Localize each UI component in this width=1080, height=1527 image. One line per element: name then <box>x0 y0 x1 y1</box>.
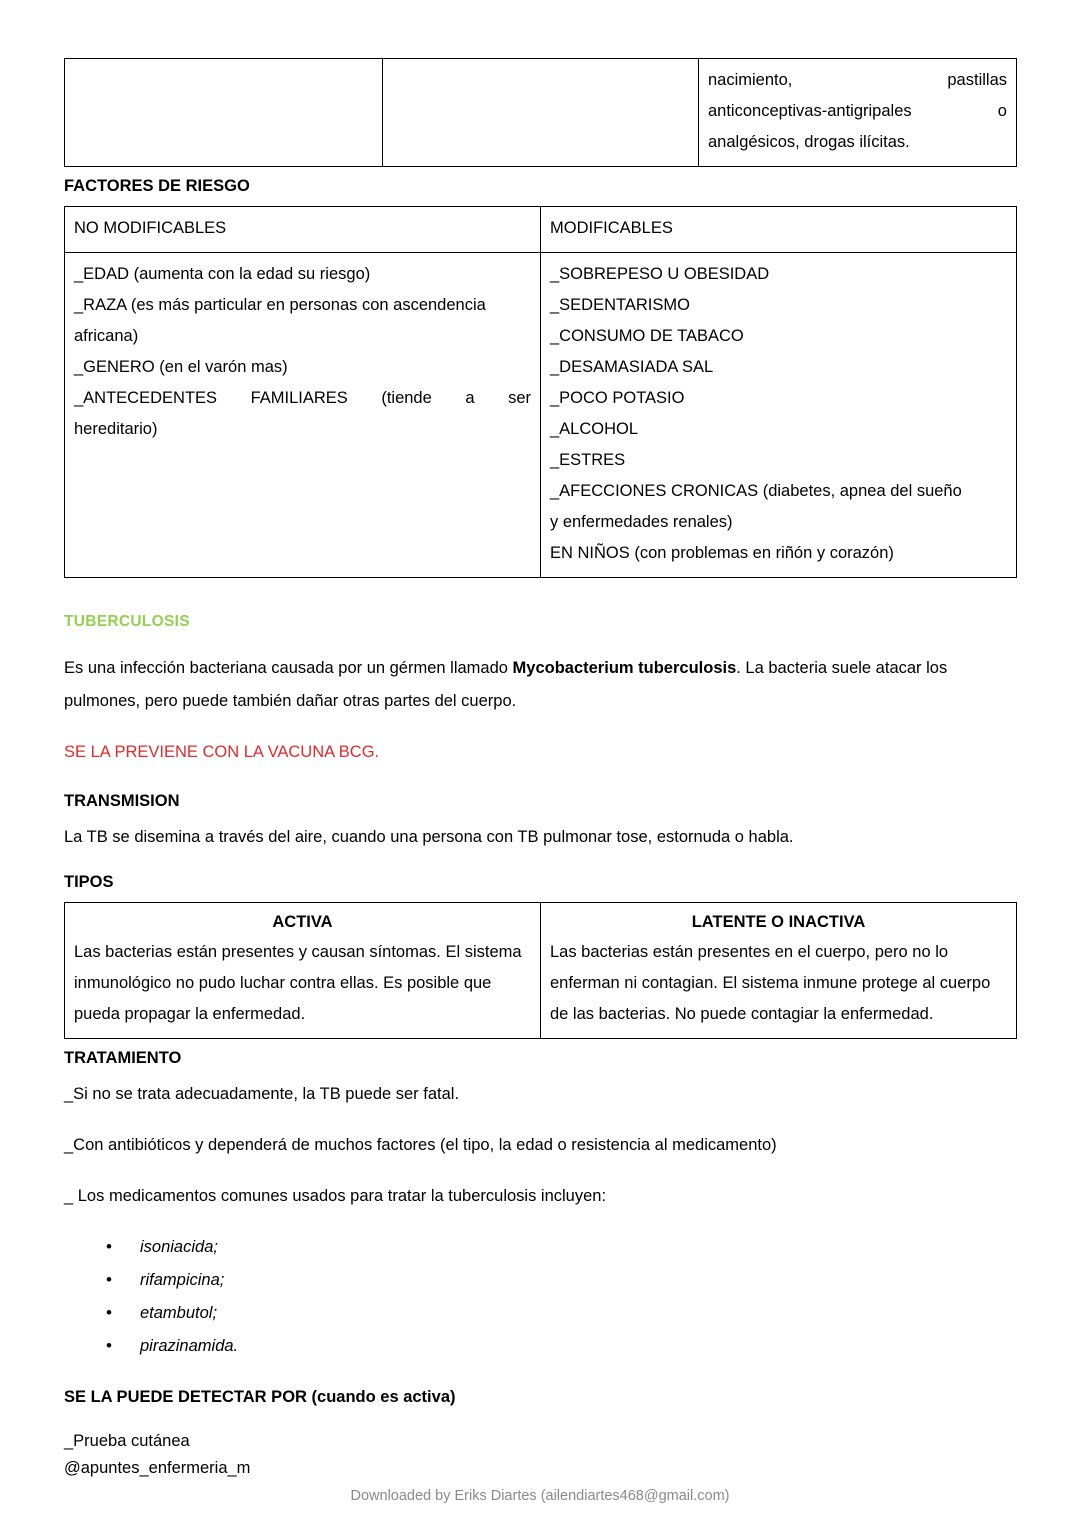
risk-item: _ANTECEDENTES FAMILIARES (tiende a ser <box>74 389 531 407</box>
tuberculosis-intro-paragraph <box>64 652 1016 718</box>
tipos-col-header-activa: ACTIVA <box>272 913 333 931</box>
deteccion-heading: SE LA PUEDE DETECTAR POR (cuando es activa) <box>64 1388 456 1406</box>
risk-cell-no-modificables <box>65 253 541 578</box>
risk-item: _AFECCIONES CRONICAS (diabetes, apnea del sueño <box>550 482 962 500</box>
risk-item: _DESAMASIADA SAL <box>550 358 714 376</box>
tratamiento-line-2: _Con antibióticos y dependerá de muchos factores (el tipo, la edad o resistencia al medicamento) <box>64 1136 777 1154</box>
risk-col-header-no-modificables: NO MODIFICABLES <box>65 207 541 253</box>
risk-factors-heading: FACTORES DE RIESGO <box>64 177 250 195</box>
risk-item: _CONSUMO DE TABACO <box>550 327 744 345</box>
intro-text-part2: . La bacteria suele atacar los pulmones, pero puede también dañar otras partes del cuerpo. <box>64 659 948 710</box>
tipos-table <box>64 902 1017 1039</box>
risk-item: _ESTRES <box>550 451 626 469</box>
continuation-table <box>64 58 1017 167</box>
transmision-paragraph: La TB se disemina a través del aire, cuando una persona con TB pulmonar tose, estornuda o habla. <box>64 828 794 846</box>
risk-item: hereditario) <box>74 420 158 438</box>
deteccion-line-1: _Prueba cutánea <box>64 1432 190 1450</box>
tipos-cell-activa <box>65 903 541 1039</box>
table-header-row <box>65 207 1017 253</box>
table-row <box>65 903 1017 1039</box>
download-watermark: Downloaded by Eriks Diartes (ailendiartes468@gmail.com) <box>350 1488 730 1504</box>
list-item: • pirazinamida. <box>106 1330 1016 1363</box>
risk-item: _SOBREPESO U OBESIDAD <box>550 265 770 283</box>
prevention-note: SE LA PREVIENE CON LA VACUNA BCG. <box>64 743 380 761</box>
list-item: • etambutol; <box>106 1297 1016 1330</box>
continuation-line-2: anticonceptivas-antigripales o <box>708 102 1007 120</box>
tipos-text-latente: Las bacterias están presentes en el cuerpo, pero no lo enferman ni contagian. El sistema inmune protege al cuerpo de las bacterias. No puede contagiar la enfermedad. <box>550 943 991 1023</box>
tipos-heading: TIPOS <box>64 873 114 891</box>
risk-cell-modificables <box>541 253 1017 578</box>
risk-factors-table <box>64 206 1017 578</box>
continuation-line-1: nacimiento, pastillas <box>708 71 1007 89</box>
medication-list <box>64 1231 1016 1363</box>
list-item: • isoniacida; <box>106 1231 1016 1264</box>
intro-text-part1: Es una infección bacteriana causada por un gérmen llamado <box>64 659 513 677</box>
tipos-cell-latente <box>541 903 1017 1039</box>
pathogen-name: Mycobacterium tuberculosis <box>512 659 737 677</box>
risk-item: _ALCOHOL <box>550 420 639 438</box>
risk-item: _RAZA (es más particular en personas con ascendencia <box>74 296 486 314</box>
continuation-line-3: analgésicos, drogas ilícitas. <box>708 133 910 151</box>
risk-item: africana) <box>74 327 139 345</box>
tipos-col-header-latente: LATENTE O INACTIVA <box>691 913 866 931</box>
transmision-heading: TRANSMISION <box>64 792 180 810</box>
risk-item: _GENERO (en el varón mas) <box>74 358 288 376</box>
tuberculosis-heading: TUBERCULOSIS <box>64 613 190 630</box>
tratamiento-heading: TRATAMIENTO <box>64 1049 182 1067</box>
tipos-text-activa: Las bacterias están presentes y causan síntomas. El sistema inmunológico no pudo luchar contra ellas. Es posible que pueda propagar la enfermedad. <box>74 943 522 1023</box>
tratamiento-line-1: _Si no se trata adecuadamente, la TB puede ser fatal. <box>64 1085 460 1103</box>
risk-col-header-modificables: MODIFICABLES <box>541 207 1017 253</box>
list-item: • rifampicina; <box>106 1264 1016 1297</box>
risk-item: EN NIÑOS (con problemas en riñón y corazón) <box>550 544 894 562</box>
continuation-cell-text <box>699 59 1017 167</box>
risk-item: _SEDENTARISMO <box>550 296 690 314</box>
document-content <box>64 58 1016 1482</box>
continuation-cell-empty-2 <box>383 59 699 167</box>
table-row <box>65 59 1017 167</box>
tratamiento-line-3: _ Los medicamentos comunes usados para tratar la tuberculosis incluyen: <box>64 1187 607 1205</box>
risk-item: _EDAD (aumenta con la edad su riesgo) <box>74 265 371 283</box>
risk-item: _POCO POTASIO <box>550 389 685 407</box>
table-row <box>65 253 1017 578</box>
continuation-cell-empty-1 <box>65 59 383 167</box>
account-handle: @apuntes_enfermeria_m <box>64 1459 251 1477</box>
risk-item: y enfermedades renales) <box>550 513 733 531</box>
